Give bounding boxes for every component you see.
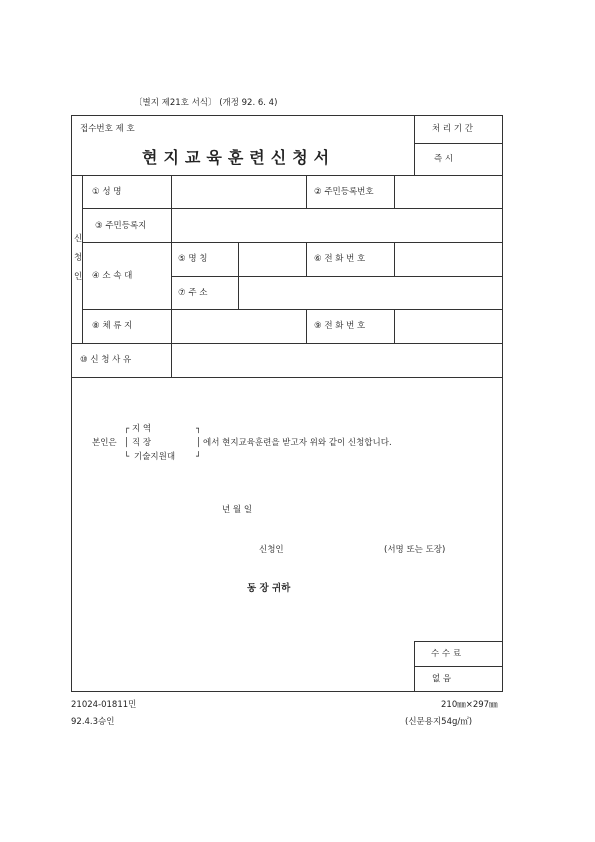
unit-address-field[interactable] <box>239 277 501 308</box>
addressee: 동 장 귀하 <box>247 583 291 594</box>
affiliation-label: ④ 소 속 대 <box>92 271 133 281</box>
applicant-section-label-3: 인 <box>74 272 83 282</box>
bracket-mid-right: │ <box>196 438 202 448</box>
stay-place-field[interactable] <box>172 310 305 342</box>
unit-name-field[interactable] <box>239 243 305 275</box>
phone-field-2[interactable] <box>395 310 501 342</box>
applicant-signature-label: 신청인 <box>259 545 284 555</box>
phone-label-1: ⑥ 전 화 번 호 <box>314 254 366 264</box>
rrn-label: ② 주민등록번호 <box>314 187 374 197</box>
bracket-bottom-left: └ <box>124 452 130 462</box>
form-reference: 〔별지 제21호 서식〕 (개정 92. 6. 4) <box>134 98 278 108</box>
bracket-bottom-right: ┘ <box>196 452 202 462</box>
phone-label-2: ⑨ 전 화 번 호 <box>314 321 366 331</box>
form-number: 21024-01811민 <box>71 700 137 710</box>
paper-type: (신문용지54g/㎡) <box>405 717 473 727</box>
fee-value: 없 음 <box>432 674 452 684</box>
name-field[interactable] <box>172 176 305 207</box>
processing-period-label: 처 리 기 간 <box>432 124 473 134</box>
option-region: 지 역 <box>132 424 152 434</box>
reason-field[interactable] <box>172 344 501 376</box>
form-title: 현지교육훈련신청서 <box>142 148 336 167</box>
option-tech-support: 기술지원대 <box>134 452 176 462</box>
applicant-signature-field[interactable] <box>300 542 380 558</box>
registered-address-label: ③ 주민등록지 <box>95 221 147 231</box>
applicant-section-label-1: 신 <box>74 234 83 244</box>
statement-body: 에서 현지교육훈련을 받고자 위와 같이 신청합니다. <box>203 438 392 448</box>
approval-date: 92.4.3승인 <box>71 717 115 727</box>
signature-note: (서명 또는 도장) <box>384 545 446 555</box>
bracket-top-right: ┐ <box>196 424 202 434</box>
registered-address-field[interactable] <box>172 209 501 241</box>
reason-label: ⑩ 신 청 사 유 <box>80 355 132 365</box>
bracket-mid-left: │ <box>124 438 130 448</box>
stay-place-label: ⑧ 체 류 지 <box>92 321 133 331</box>
bracket-top-left: ┌ <box>124 424 130 434</box>
statement-prefix: 본인은 <box>92 438 117 448</box>
date-line: 년 월 일 <box>222 505 253 515</box>
name-label: ① 성 명 <box>92 187 122 197</box>
option-workplace: 직 장 <box>132 438 152 448</box>
fee-label: 수 수 료 <box>431 649 462 659</box>
processing-period-value: 즉 시 <box>434 154 454 164</box>
paper-size: 210㎜×297㎜ <box>441 700 498 710</box>
unit-name-label: ⑤ 명 칭 <box>178 254 208 264</box>
applicant-section-label-2: 청 <box>74 253 83 263</box>
receipt-number-label: 접수번호 제 호 <box>80 124 135 134</box>
unit-address-label: ⑦ 주 소 <box>178 288 208 298</box>
rrn-field[interactable] <box>395 176 501 207</box>
phone-field-1[interactable] <box>395 243 501 275</box>
